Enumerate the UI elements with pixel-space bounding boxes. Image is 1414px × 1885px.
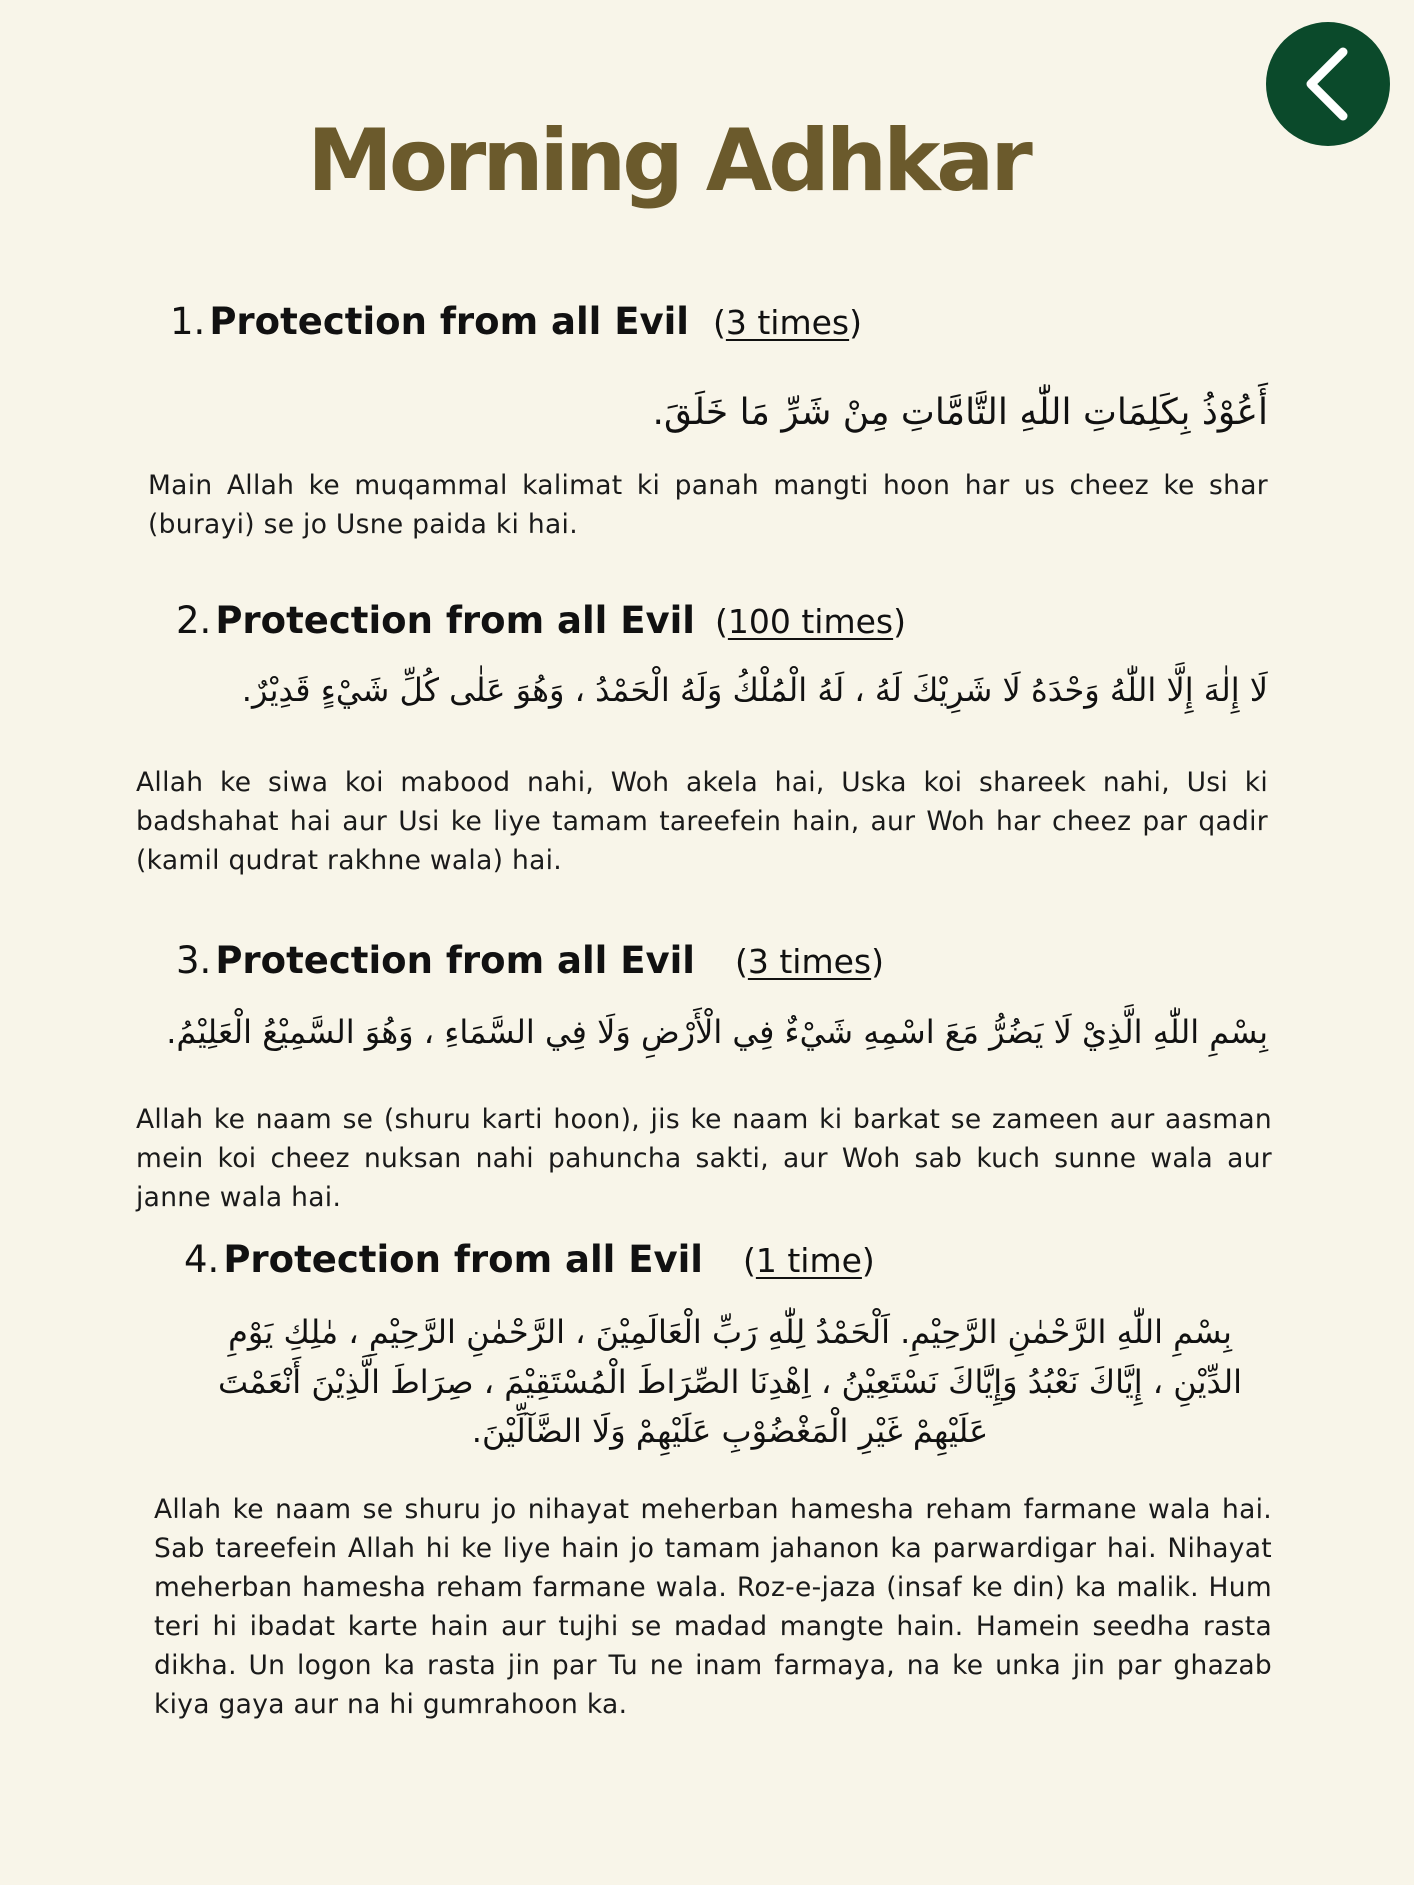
dhikr-1-arabic: أَعُوْذُ بِكَلِمَاتِ اللّٰهِ التَّامَّاتِ مِنْ شَرِّ مَا خَلَقَ. [652,392,1268,433]
dhikr-2-translation: Allah ke siwa koi mabood nahi, Woh akela hai, Uska koi shareek nahi, Usi ki badshahat hai aur Usi ke liye tamam tareefein hain, aur Woh har cheez par qadir (kamil qudrat rakhne wala) hai. [136,767,1268,876]
dhikr-2-arabic: لَا إِلٰهَ إِلَّا اللّٰهُ وَحْدَهُ لَا شَرِيْكَ لَهُ ، لَهُ الْمُلْكُ وَلَهُ الْحَمْدُ ، وَهُوَ عَلٰى كُلِّ شَيْءٍ قَدِيْرٌ. [241,671,1268,709]
dhikr-3-translation: Allah ke naam se (shuru karti hoon), jis ke naam ki barkat se zameen aur aasman mein koi cheez nuksan nahi pahuncha sakti, aur Woh sab kuch sunne wala aur janne wala hai. [136,1104,1272,1213]
dhikr-2-count: (100 times) [715,602,906,641]
dhikr-3-title: Protection from all Evil [215,939,695,982]
dhikr-4-number: 4. [184,1238,220,1281]
dhikr-4-title: Protection from all Evil [223,1238,703,1281]
dhikr-3-count-label: 3 times [747,942,872,981]
dhikr-1-count-label: 3 times [725,303,850,342]
dhikr-1-heading [170,302,862,343]
dhikr-2-count-label: 100 times [727,602,894,641]
page-title: Morning Adhkar [307,111,1029,211]
dhikr-3-arabic: بِسْمِ اللّٰهِ الَّذِيْ لَا يَضُرُّ مَعَ اسْمِهِ شَيْءٌ فِي الْأَرْضِ وَلَا فِي السَّمَاءِ ، وَهُوَ السَّمِيْعُ الْعَلِيْمُ. [166,1013,1268,1051]
dhikr-4-heading [184,1240,875,1281]
dhikr-1-translation: Main Allah ke muqammal kalimat ki panah mangti hoon har us cheez ke shar (burayi) se jo Usne paida ki hai. [148,470,1268,540]
dhikr-2-title: Protection from all Evil [215,599,695,642]
dhikr-4-arabic: بِسْمِ اللّٰهِ الرَّحْمٰنِ الرَّحِيْمِ. اَلْحَمْدُ لِلّٰهِ رَبِّ الْعَالَمِيْنَ ، الرَّحْمٰنِ الرَّحِيْمِ ، مٰلِكِ يَوْمِ الدِّيْنِ ، إِيَّاكَ نَعْبُدُ وَإِيَّاكَ نَسْتَعِيْنُ ، اِهْدِنَا الصِّرَاطَ الْمُسْتَقِيْمَ ، صِرَاطَ الَّذِيْنَ أَنْعَمْتَ عَلَيْهِمْ غَيْرِ الْمَغْضُوْبِ عَلَيْهِمْ وَلَا الضَّآلِّيْنَ. [218,1313,1242,1451]
dhikr-3-heading [176,941,884,982]
dhikr-2-number: 2. [176,599,212,642]
dhikr-2-heading [176,601,906,642]
chevron-left-icon [1293,44,1363,124]
dhikr-3-number: 3. [176,939,212,982]
dhikr-4-translation: Allah ke naam se shuru jo nihayat meherban hamesha reham farmane wala hai. Sab tareefein Allah hi ke liye hain jo tamam jahanon ka parwardigar hai. Nihayat meherban hamesha reham farmane wala. Roz-e-jaza (insaf ke din) ka malik. Hum teri hi ibadat karte hain aur tujhi se madad mangte hain. Hamein seedha rasta dikha. Un logon ka rasta jin par Tu ne inam farmaya, na ke unka jin par ghazab kiya gaya aur na hi gumrahoon ka. [154,1494,1272,1720]
dhikr-1-title: Protection from all Evil [209,300,689,343]
dhikr-1-number: 1. [170,300,206,343]
dhikr-4-count-label: 1 time [755,1241,862,1280]
dhikr-3-count: (3 times) [735,942,884,981]
dhikr-4-count: (1 time) [743,1241,875,1280]
dhikr-1-count: (3 times) [713,303,862,342]
